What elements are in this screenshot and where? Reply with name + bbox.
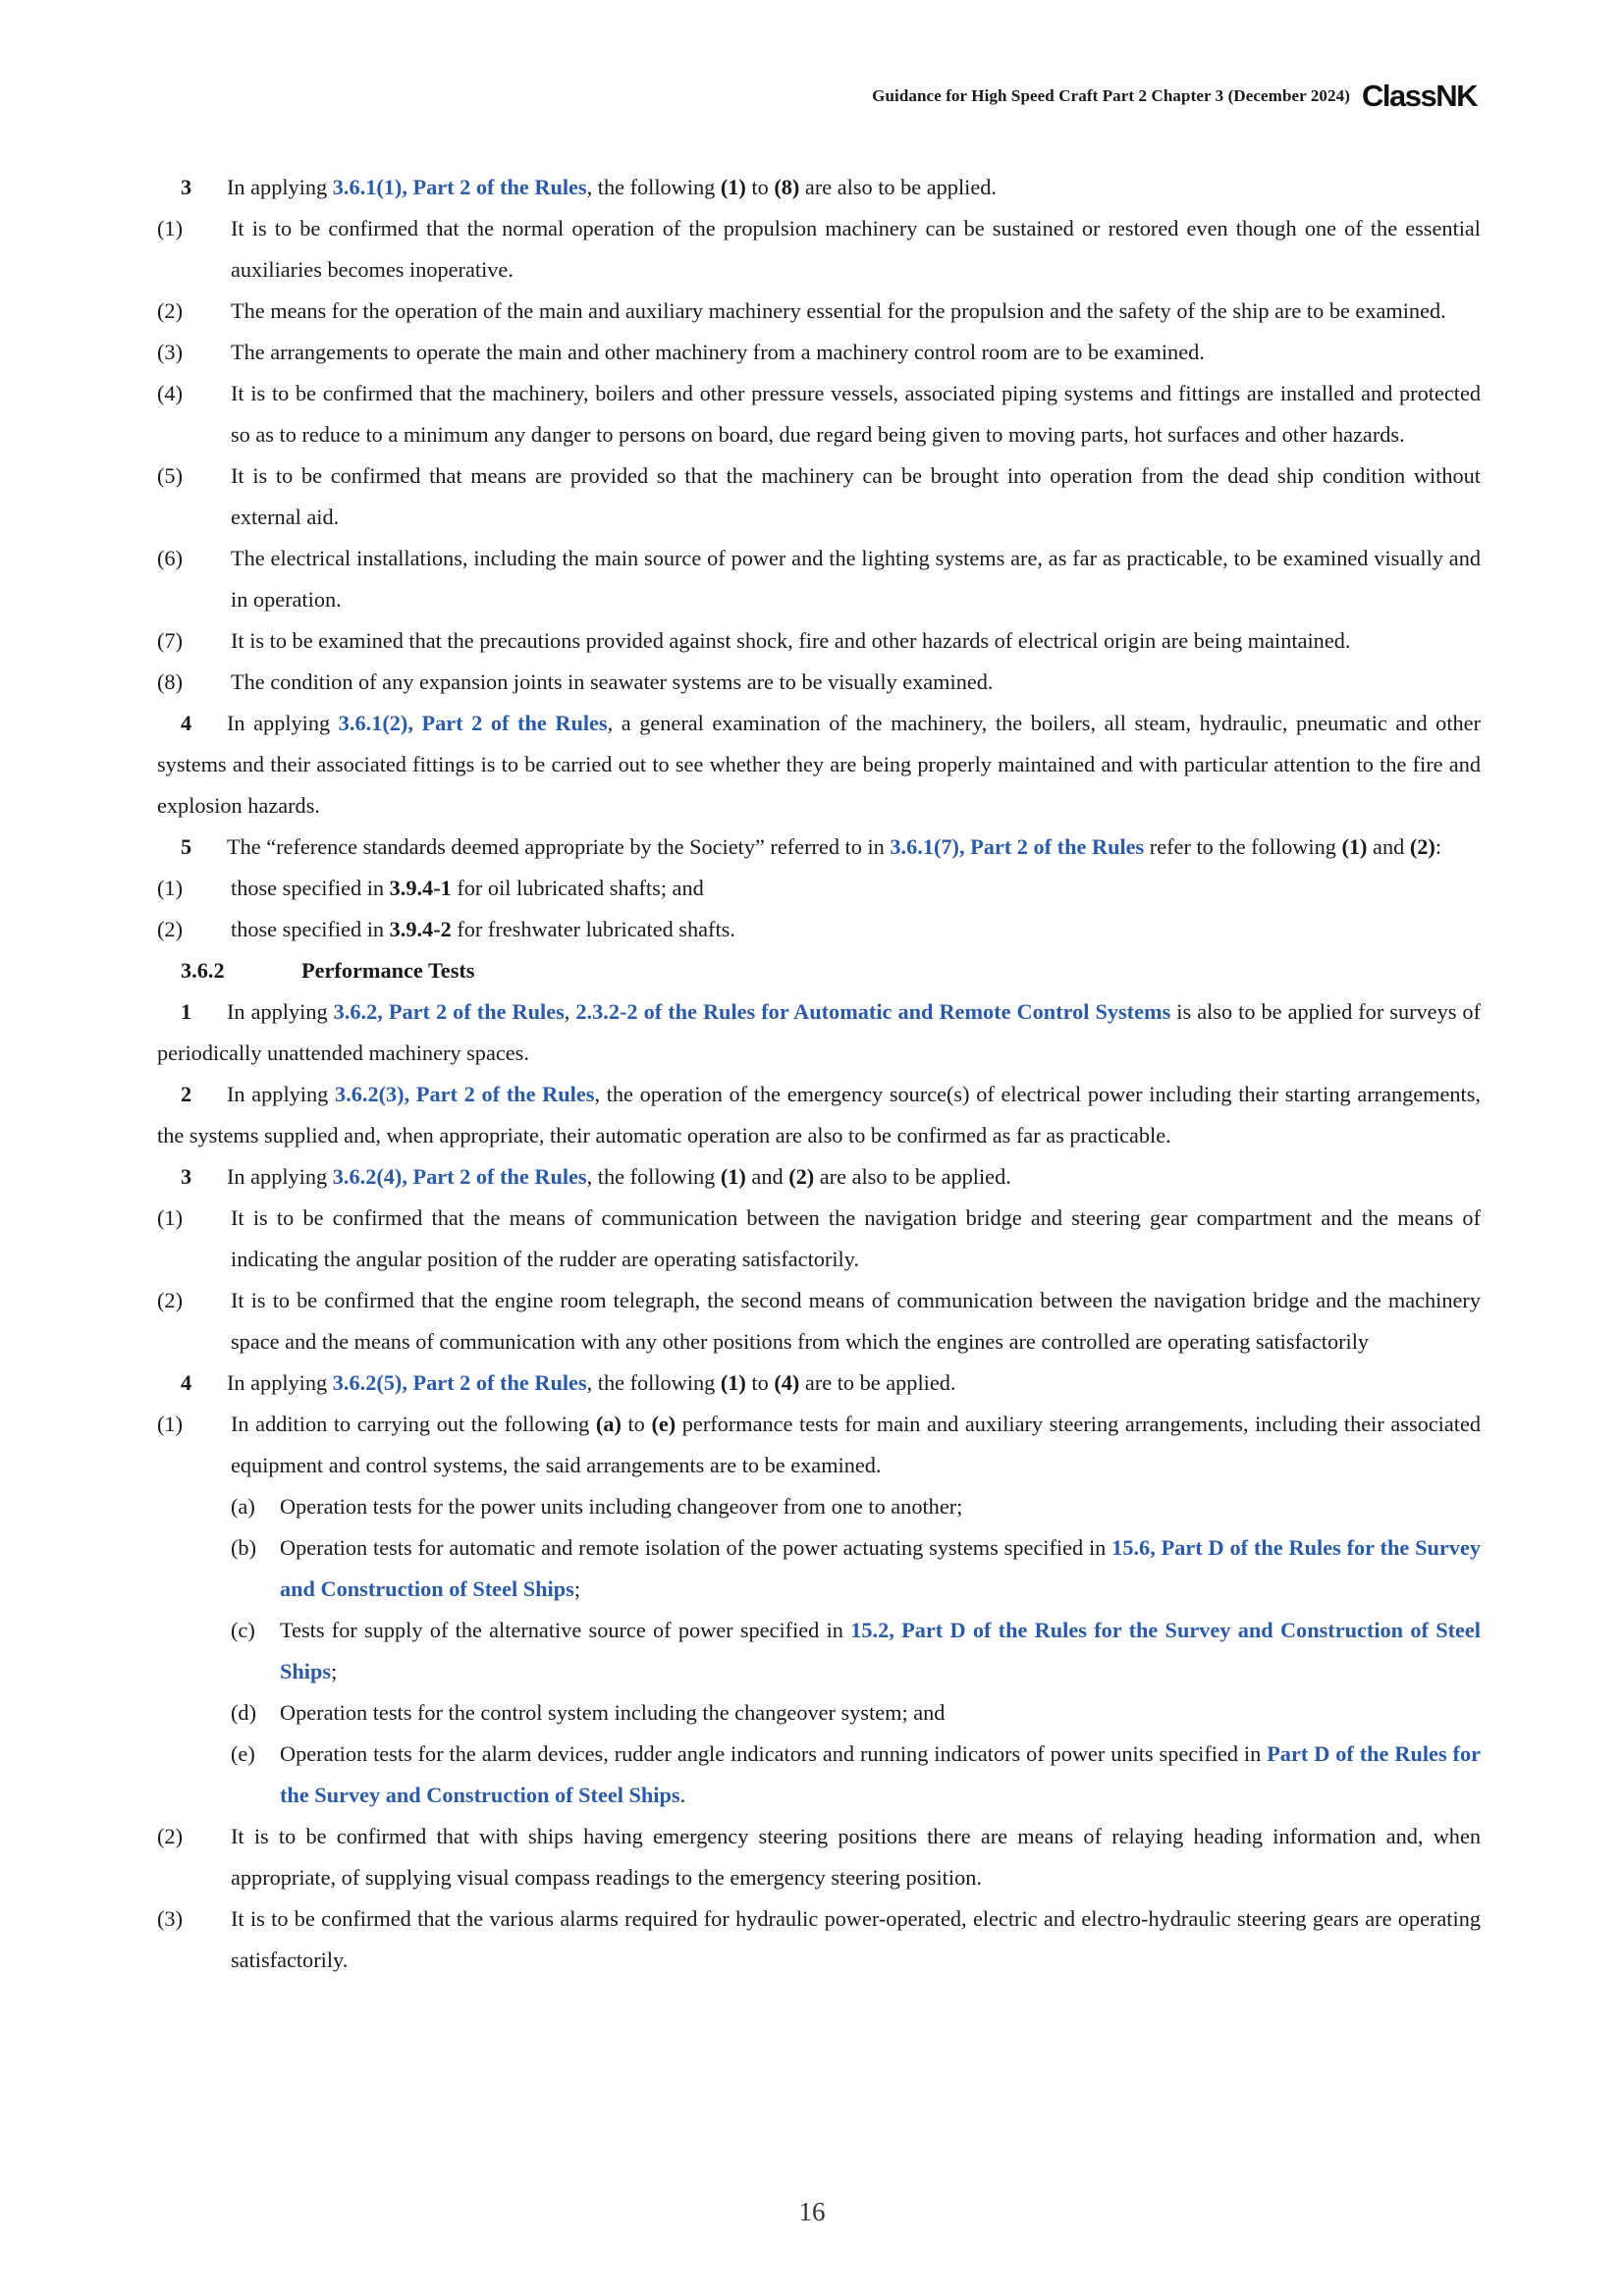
list-item (157, 373, 1481, 455)
text: , the following (586, 175, 721, 199)
text: , the following (586, 1164, 721, 1189)
text: are also to be applied. (799, 175, 997, 199)
list-item (157, 1898, 1481, 1981)
text: and (745, 1164, 789, 1189)
item-text: The condition of any expansion joints in seawater systems are to be visually examined. (231, 669, 994, 694)
list-item (157, 291, 1481, 332)
section-title: Performance Tests (301, 958, 475, 983)
bold-ref: (1) (720, 1164, 746, 1189)
text: : (1435, 834, 1442, 859)
text: . (679, 1783, 686, 1807)
text: , (564, 999, 576, 1024)
sub-item-text (280, 1527, 1481, 1610)
text: refer to the following (1144, 834, 1342, 859)
paragraph-number: 5 (181, 834, 192, 859)
text: Operation tests for automatic and remote isolation of the power actuating systems specified in (280, 1535, 1112, 1560)
item-text: It is to be confirmed that the engine room telegraph, the second means of communication between the navigation bridge and the machinery space and the means of communication with any other positions from which the engines are controlled are operating satisfactorily (231, 1288, 1481, 1354)
rule-reference-link[interactable]: 15.6, Part D of the Rules for the Survey and Construction of Steel Ships (280, 1535, 1481, 1601)
section-paragraph-1 (157, 991, 1481, 1074)
paragraph-number: 1 (181, 999, 192, 1024)
sub-item-text: Operation tests for the control system including the changeover system; and (280, 1700, 946, 1725)
text: to (745, 1370, 775, 1395)
sub-list-item (231, 1610, 1481, 1692)
section-paragraph-2 (157, 1074, 1481, 1156)
list-item (157, 1198, 1481, 1280)
item-number: (2) (157, 1288, 183, 1312)
sub-item-letter: (a) (231, 1494, 255, 1519)
section-heading (157, 950, 1481, 991)
rule-reference-link[interactable]: 3.6.1(1), Part 2 of the Rules (332, 175, 587, 199)
list-item (157, 332, 1481, 373)
item-number: (7) (157, 628, 183, 653)
item-text: It is to be confirmed that the machinery, boilers and other pressure vessels, associated piping systems and fittings are installed and protected so as to reduce to a minimum any danger to persons on board, due regard being given to moving parts, hot surfaces and other hazards. (231, 381, 1481, 447)
list-item (157, 1280, 1481, 1362)
item-number: (3) (157, 340, 183, 364)
item-text: The electrical installations, including the main source of power and the lighting systems are, as far as practicable, to be examined visually and in operation. (231, 546, 1481, 612)
item-number: (1) (157, 1205, 183, 1230)
item-number: (4) (157, 381, 183, 405)
text: , a general examination of the machinery, the boilers, all steam, hydraulic, pneumatic and other systems and their associated fittings is to be carried out to see whether they are being properly maintained and with particular attention to the fire and explosion hazards. (157, 711, 1481, 818)
sub-item-letter: (e) (231, 1741, 255, 1766)
bold-ref: 3.9.4-2 (389, 917, 452, 941)
text: those specified in (231, 917, 390, 941)
item-text: It is to be confirmed that the normal operation of the propulsion machinery can be sustained or restored even though one of the essential auxiliaries becomes inoperative. (231, 216, 1481, 282)
text: to (745, 175, 775, 199)
bold-ref: (a) (595, 1412, 622, 1436)
text: for freshwater lubricated shafts. (451, 917, 735, 941)
item-text: The means for the operation of the main and auxiliary machinery essential for the propulsion and the safety of the ship are to be examined. (231, 298, 1446, 323)
text: , the operation of the emergency source(s) of electrical power including their starting arrangements, the systems supplied and, when appropriate, their automatic operation are also to be confirmed as far as practicable. (157, 1082, 1481, 1148)
item-text: It is to be confirmed that means are provided so that the machinery can be brought into operation from the dead ship condition without external aid. (231, 463, 1481, 529)
text: is also to be applied for surveys of periodically unattended machinery spaces. (157, 999, 1481, 1065)
list-item (157, 909, 1481, 950)
sub-item-text (280, 1734, 1481, 1816)
bold-ref: (2) (788, 1164, 815, 1189)
rule-reference-link[interactable]: 3.6.2, Part 2 of the Rules (333, 999, 565, 1024)
text: to (621, 1412, 652, 1436)
paragraph-number: 4 (181, 711, 192, 735)
document-title: Guidance for High Speed Craft Part 2 Chapter 3 (December 2024) (872, 86, 1350, 105)
item-text: It is to be examined that the precautions provided against shock, fire and other hazards of electrical origin are being maintained. (231, 628, 1351, 653)
paragraph-number: 3 (181, 1164, 192, 1189)
text: ; (331, 1659, 338, 1683)
rule-reference-link[interactable]: Part D of the Rules for the Survey and Construction of Steel Ships (280, 1741, 1482, 1807)
paragraph-number: 2 (181, 1082, 192, 1106)
sub-item-text (280, 1610, 1481, 1692)
rule-reference-link[interactable]: 3.6.2(4), Part 2 of the Rules (332, 1164, 587, 1189)
rule-reference-link[interactable]: 2.3.2-2 of the Rules for Automatic and Remote Control Systems (575, 999, 1171, 1024)
list-item (157, 208, 1481, 291)
bold-ref: (2) (1409, 834, 1435, 859)
section-paragraph-3 (157, 1156, 1481, 1198)
paragraph-4 (157, 703, 1481, 827)
text: those specified in (231, 876, 390, 900)
item-text (231, 909, 1481, 950)
list-item (157, 620, 1481, 662)
rule-reference-link[interactable]: 15.2, Part D of the Rules for the Survey and Construction of Steel Ships (280, 1618, 1482, 1683)
item-number: (8) (157, 669, 183, 694)
sub-list-item (231, 1486, 1481, 1527)
text: In applying (227, 175, 333, 199)
text: and (1367, 834, 1410, 859)
list-item (157, 455, 1481, 538)
bold-ref: (e) (651, 1412, 677, 1436)
item-number: (1) (157, 216, 183, 240)
text: Operation tests for the alarm devices, rudder angle indicators and running indicators of power units specified in (280, 1741, 1268, 1766)
text: In addition to carrying out the following (231, 1412, 596, 1436)
section-number: 3.6.2 (181, 958, 225, 983)
item-number: (1) (157, 876, 183, 900)
sub-list-item (231, 1734, 1481, 1816)
item-text: It is to be confirmed that the means of communication between the navigation bridge and steering gear compartment and the means of indicating the angular position of the rudder are operating satisfactorily. (231, 1205, 1481, 1271)
item-number: (3) (157, 1906, 183, 1931)
item-number: (2) (157, 917, 183, 941)
sub-item-letter: (b) (231, 1535, 256, 1560)
bold-ref: (1) (1341, 834, 1368, 859)
list-item (157, 1816, 1481, 1898)
text: In applying (227, 711, 339, 735)
text: are to be applied. (799, 1370, 956, 1395)
list-item (157, 662, 1481, 703)
text: In applying (227, 1370, 333, 1395)
item-text (231, 1404, 1481, 1486)
sub-list-item (231, 1527, 1481, 1610)
item-text: The arrangements to operate the main and other machinery from a machinery control room are to be examined. (231, 340, 1205, 364)
list-item (157, 868, 1481, 909)
item-text: It is to be confirmed that the various alarms required for hydraulic power-operated, electric and electro-hydraulic steering gears are operating satisfactorily. (231, 1906, 1481, 1972)
paragraph-number: 4 (181, 1370, 192, 1395)
text: , the following (586, 1370, 721, 1395)
list-item (157, 538, 1481, 620)
sub-item-letter: (d) (231, 1700, 256, 1725)
text: In applying (227, 1164, 333, 1189)
section-paragraph-4 (157, 1362, 1481, 1404)
document-body (157, 167, 1481, 1981)
bold-ref: (8) (774, 175, 800, 199)
bold-ref: 3.9.4-1 (389, 876, 452, 900)
rule-reference-link[interactable]: 3.6.1(2), Part 2 of the Rules (338, 711, 608, 735)
text: are also to be applied. (814, 1164, 1011, 1189)
item-number: (6) (157, 546, 183, 570)
sub-list-item (231, 1692, 1481, 1734)
item-text: It is to be confirmed that with ships having emergency steering positions there are means of relaying heading information and, when appropriate, of supplying visual compass readings to the emergency steering position. (231, 1824, 1481, 1890)
item-number: (1) (157, 1412, 183, 1436)
text: ; (573, 1576, 581, 1601)
bold-ref: (1) (720, 1370, 746, 1395)
bold-ref: (1) (720, 175, 746, 199)
sub-item-letter: (c) (231, 1618, 255, 1642)
paragraph-3 (157, 167, 1481, 208)
item-number: (2) (157, 1824, 183, 1848)
list-item (157, 1404, 1481, 1486)
text: performance tests for main and auxiliary steering arrangements, including their associated equipment and control systems, the said arrangements are to be examined. (231, 1412, 1482, 1477)
text: In applying (227, 1082, 335, 1106)
classnk-logo: ClassNK (1362, 79, 1477, 113)
text: for oil lubricated shafts; and (451, 876, 704, 900)
page-number: 16 (798, 2197, 826, 2226)
sub-item-text: Operation tests for the power units including changeover from one to another; (280, 1494, 963, 1519)
text: The “reference standards deemed appropriate by the Society” referred to in (227, 834, 891, 859)
item-number: (5) (157, 463, 183, 488)
item-number: (2) (157, 298, 183, 323)
rule-reference-link[interactable]: 3.6.2(5), Part 2 of the Rules (332, 1370, 587, 1395)
item-text (231, 868, 1481, 909)
paragraph-5 (157, 827, 1481, 868)
text: In applying (227, 999, 334, 1024)
text: Tests for supply of the alternative source of power specified in (280, 1618, 851, 1642)
rule-reference-link[interactable]: 3.6.2(3), Part 2 of the Rules (335, 1082, 595, 1106)
paragraph-number: 3 (181, 175, 192, 199)
page-header (872, 79, 1477, 114)
rule-reference-link[interactable]: 3.6.1(7), Part 2 of the Rules (890, 834, 1145, 859)
bold-ref: (4) (774, 1370, 800, 1395)
